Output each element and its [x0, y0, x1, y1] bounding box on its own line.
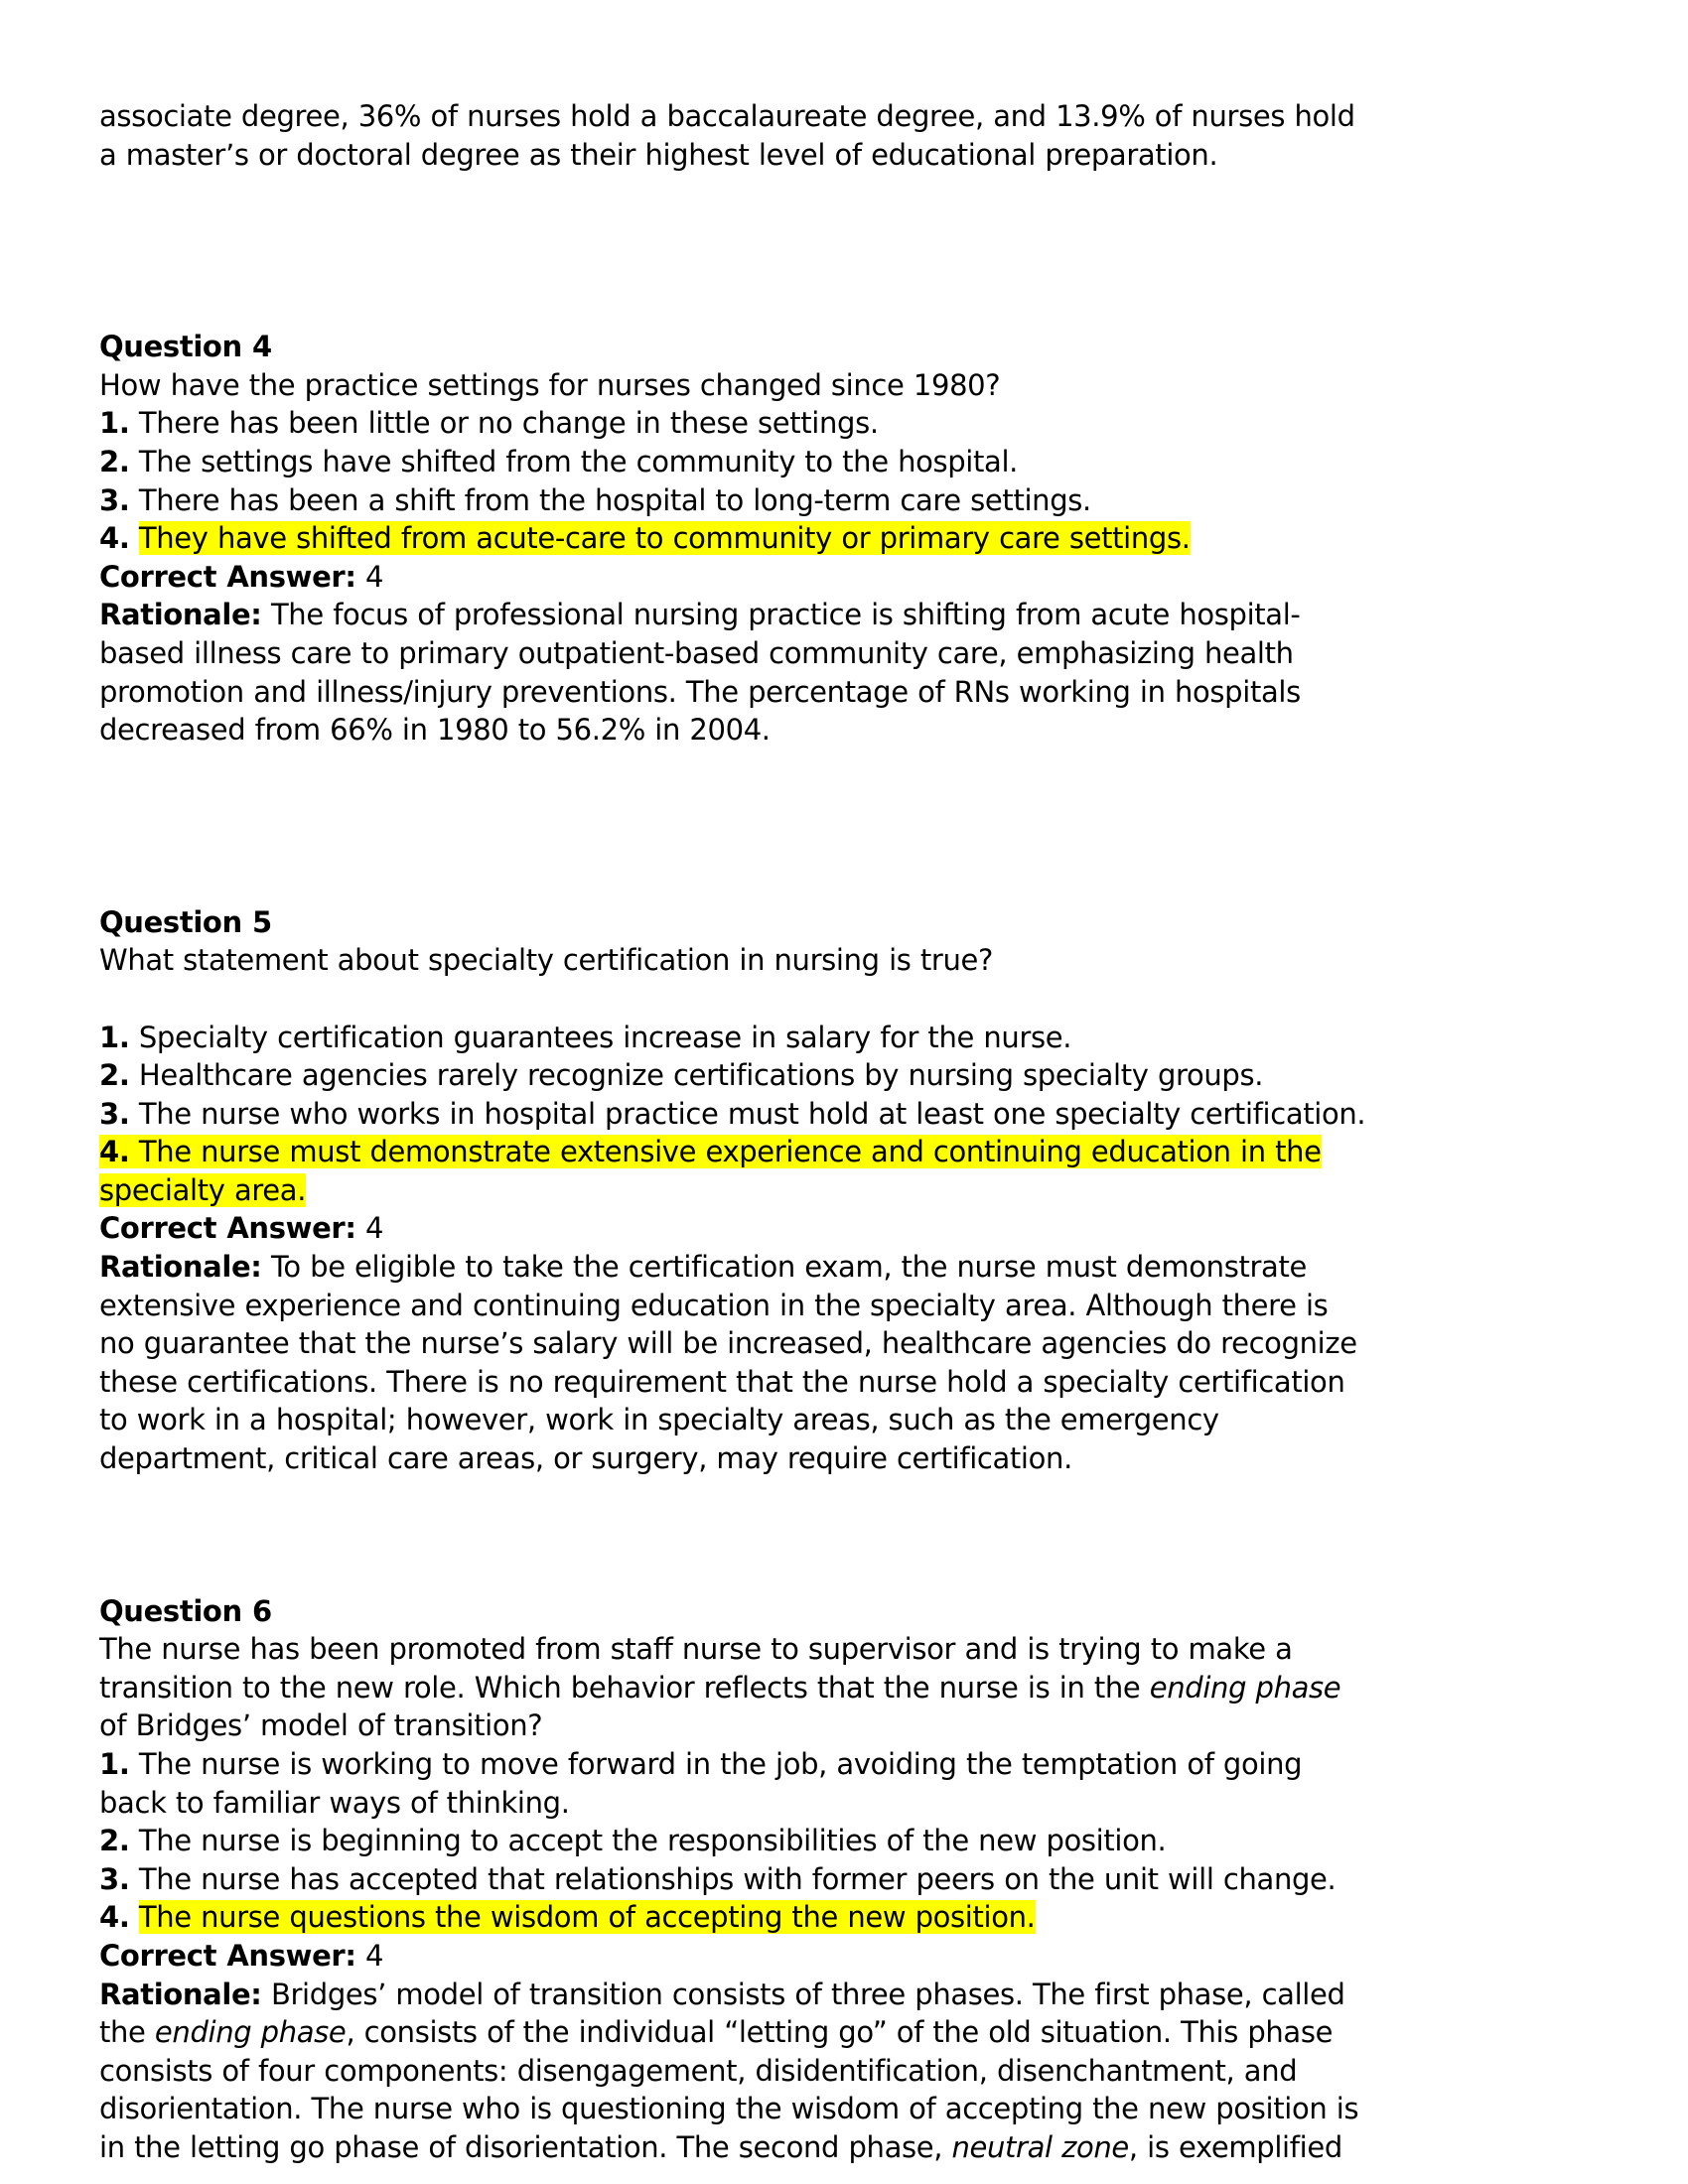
intro-line: associate degree, 36% of nurses hold a baccalaureate degree, and 13.9% of nurses hold [99, 99, 1355, 133]
option-number: 3. [99, 1861, 130, 1896]
correct-answer-label: Correct Answer: [99, 1938, 356, 1973]
spacer [99, 980, 1628, 1019]
option-number: 1. [99, 406, 130, 441]
rationale-label: Rationale: [99, 598, 262, 632]
option-number: 2. [99, 444, 130, 478]
answer-option-1-continued: back to familiar ways of thinking. [99, 1785, 570, 1820]
intro-line: a master’s or doctoral degree as their highest level of educational preparation. [99, 137, 1218, 172]
rationale-text: To be eligible to take the certification exam, the nurse must demonstrate [270, 1250, 1307, 1285]
question-title: Question 4 [99, 330, 272, 364]
highlighted-option-text: The nurse questions the wisdom of accepting the new position. [138, 1900, 1036, 1935]
rationale-line: to work in a hospital; however, work in specialty areas, such as the emergency [99, 1403, 1219, 1437]
rationale-emphasis: neutral zone [951, 2129, 1129, 2164]
option-number: 2. [99, 1058, 130, 1093]
rationale-line: consists of four components: disengagement, disidentification, disenchantment, and [99, 2053, 1298, 2088]
option-text: The nurse has accepted that relationships with former peers on the unit will change. [138, 1861, 1336, 1896]
answer-option-3 [99, 1860, 1628, 1899]
option-number: 4. [99, 1135, 130, 1169]
option-text: Specialty certification guarantees increase in salary for the nurse. [138, 1020, 1072, 1054]
answer-option-2 [99, 1056, 1628, 1095]
question-stem: The nurse has been promoted from staff nurse to supervisor and is trying to make a [99, 1632, 1293, 1667]
answer-option-4-continued [99, 1171, 1628, 1210]
question-5 [99, 903, 1628, 1478]
option-text: Healthcare agencies rarely recognize certifications by nursing specialty groups. [138, 1058, 1264, 1093]
rationale-label: Rationale: [99, 1977, 262, 2011]
correct-answer-value: 4 [364, 1211, 384, 1246]
rationale-line: based illness care to primary outpatient-based community care, emphasizing health [99, 635, 1294, 670]
question-title: Question 6 [99, 1593, 272, 1628]
rationale-text: in the letting go phase of disorientation. The second phase, [99, 2129, 952, 2164]
rationale-line: decreased from 66% in 1980 to 56.2% in 2004. [99, 713, 771, 748]
rationale-line [99, 2128, 1628, 2167]
highlighted-option-text: The nurse must demonstrate extensive experience and continuing education in the [138, 1135, 1322, 1169]
question-stem: of Bridges’ model of transition? [99, 1708, 543, 1743]
option-text: The settings have shifted from the community to the hospital. [138, 444, 1019, 478]
question-stem: How have the practice settings for nurses changed since 1980? [99, 367, 1001, 402]
rationale-line: no guarantee that the nurse’s salary will be increased, healthcare agencies do recognize [99, 1326, 1357, 1361]
option-text: There has been a shift from the hospital to long-term care settings. [138, 482, 1091, 517]
question-6 [99, 1592, 1628, 2167]
answer-option-2 [99, 1822, 1628, 1860]
rationale-line: department, critical care areas, or surgery, may require certification. [99, 1441, 1072, 1476]
correct-answer-value: 4 [364, 1938, 384, 1973]
option-number: 3. [99, 482, 130, 517]
rationale-line: promotion and illness/injury preventions. The percentage of RNs working in hospitals [99, 674, 1301, 709]
highlighted-option-text: specialty area. [99, 1172, 307, 1207]
question-title: Question 5 [99, 904, 272, 939]
option-text: The nurse is working to move forward in the job, avoiding the temptation of going [138, 1747, 1303, 1781]
rationale-text: , consists of the individual “letting go” of the old situation. This phase [346, 2015, 1334, 2050]
spacer [99, 750, 1628, 903]
stem-emphasis: ending phase [1149, 1670, 1341, 1705]
rationale-line: disorientation. The nurse who is questioning the wisdom of accepting the new position is [99, 2092, 1359, 2126]
rationale-line [99, 596, 1628, 634]
rationale-line [99, 1976, 1628, 2014]
rationale-emphasis: ending phase [154, 2015, 347, 2050]
question-stem [99, 1669, 1628, 1707]
answer-option-4-correct [99, 1898, 1628, 1937]
rationale-line: these certifications. There is no requirement that the nurse hold a specialty certification [99, 1364, 1345, 1399]
answer-option-1 [99, 1019, 1628, 1057]
rationale-line [99, 2013, 1628, 2052]
answer-option-1 [99, 1745, 1628, 1784]
answer-option-3 [99, 1095, 1628, 1134]
option-number: 2. [99, 1824, 130, 1858]
option-text: There has been little or no change in these settings. [138, 406, 879, 441]
document-page [99, 97, 1628, 2167]
question-stem: What statement about specialty certification in nursing is true? [99, 943, 994, 978]
answer-option-1 [99, 404, 1628, 443]
option-number: 4. [99, 1900, 130, 1935]
stem-text: transition to the new role. Which behavior reflects that the nurse is in the [99, 1670, 1150, 1705]
rationale-line: extensive experience and continuing education in the specialty area. Although there is [99, 1288, 1329, 1322]
correct-answer [99, 1937, 1628, 1976]
option-text: The nurse is beginning to accept the responsibilities of the new position. [138, 1824, 1167, 1858]
answer-option-4-correct [99, 1133, 1628, 1171]
correct-answer [99, 558, 1628, 597]
answer-option-4-correct [99, 519, 1628, 558]
correct-answer-label: Correct Answer: [99, 1211, 356, 1246]
option-number: 1. [99, 1747, 130, 1781]
correct-answer-label: Correct Answer: [99, 559, 356, 594]
answer-option-3 [99, 481, 1628, 520]
rationale-line [99, 1248, 1628, 1287]
rationale-text: the [99, 2015, 155, 2050]
rationale-text: The focus of professional nursing practice is shifting from acute hospital- [270, 598, 1301, 632]
spacer [99, 1478, 1628, 1592]
answer-option-2 [99, 443, 1628, 481]
option-number: 1. [99, 1020, 130, 1054]
option-text: The nurse who works in hospital practice must hold at least one specialty certification. [138, 1096, 1366, 1131]
question-4 [99, 328, 1628, 750]
option-number: 3. [99, 1096, 130, 1131]
correct-answer [99, 1209, 1628, 1248]
rationale-text: , is exemplified [1128, 2129, 1342, 2164]
rationale-text: Bridges’ model of transition consists of three phases. The first phase, called [270, 1977, 1345, 2011]
correct-answer-value: 4 [364, 559, 384, 594]
rationale-label: Rationale: [99, 1250, 262, 1285]
spacer [99, 174, 1628, 328]
highlighted-option-text: They have shifted from acute-care to community or primary care settings. [138, 521, 1191, 556]
option-number: 4. [99, 521, 130, 556]
